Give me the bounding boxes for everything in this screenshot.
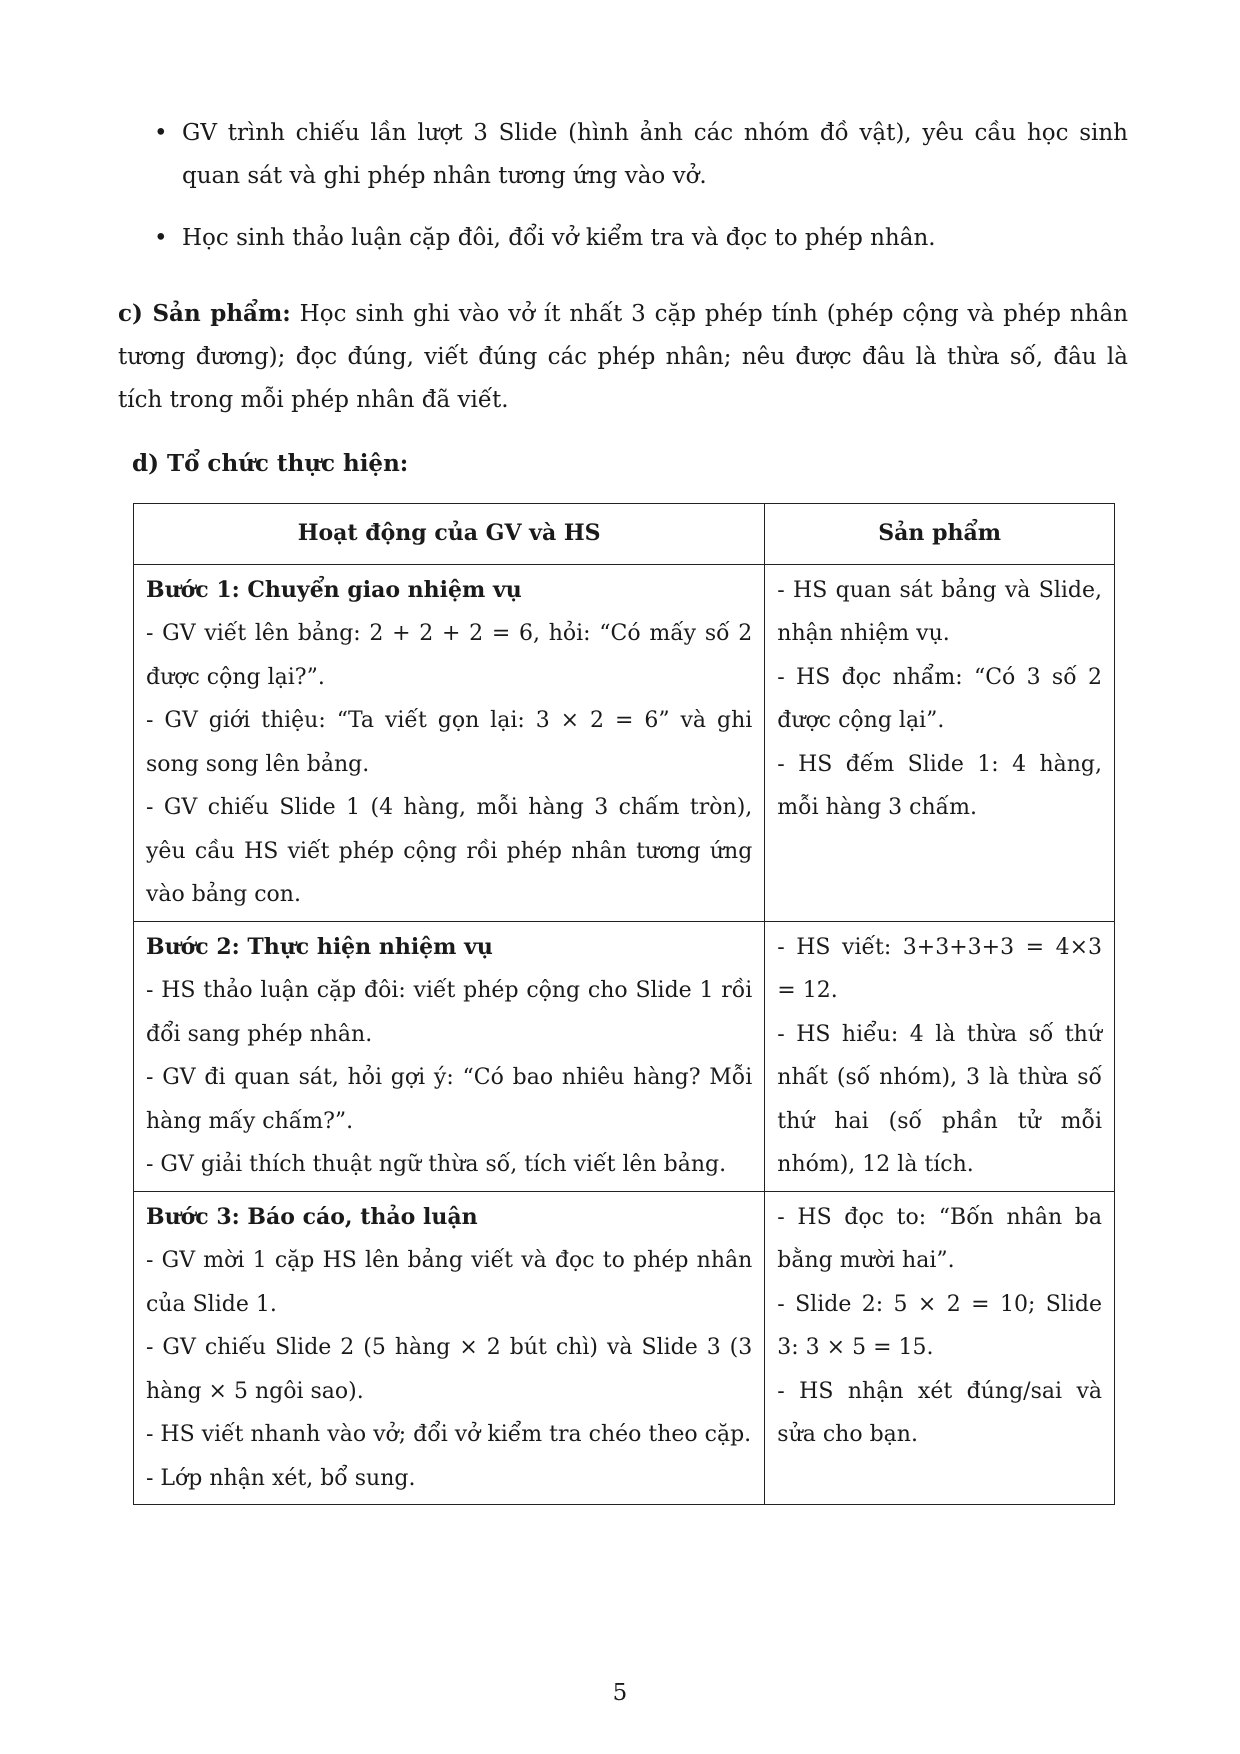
activity-line: - GV giải thích thuật ngữ thừa số, tích viết lên bảng.: [146, 1152, 727, 1177]
table-row: [134, 1191, 1115, 1505]
product-cell: [765, 921, 1115, 1191]
product-paragraph: [118, 292, 1128, 422]
page-number: 5: [612, 1680, 628, 1706]
product-line: - HS quan sát bảng và Slide, nhận nhiệm vụ.: [777, 577, 1102, 646]
bullet-item: [118, 112, 1128, 198]
activity-cell: [134, 564, 765, 921]
product-cell: [765, 564, 1115, 921]
bullet-dot-icon: •: [154, 120, 168, 146]
bullet-dot-icon: •: [154, 225, 168, 251]
header-product: Sản phẩm: [765, 504, 1115, 565]
product-line: - HS nhận xét đúng/sai và sửa cho bạn.: [777, 1378, 1102, 1447]
bullet-list: [118, 112, 1128, 279]
activity-cell: [134, 1191, 765, 1505]
product-line: - HS đọc nhẩm: “Có 3 số 2 được cộng lại”.: [777, 664, 1102, 733]
product-line: - Slide 2: 5 × 2 = 10; Slide 3: 3 × 5 = 15.: [777, 1291, 1102, 1360]
header-activity: Hoạt động của GV và HS: [134, 504, 765, 565]
activity-line: - GV chiếu Slide 1 (4 hàng, mỗi hàng 3 chấm tròn), yêu cầu HS viết phép cộng rồi phép nhân tương ứng vào bảng con.: [146, 795, 753, 907]
activity-line: - Lớp nhận xét, bổ sung.: [146, 1465, 416, 1491]
product-line: - HS hiểu: 4 là thừa số thứ nhất (số nhóm), 3 là thừa số thứ hai (số phần tử mỗi nhóm), 12 là tích.: [777, 1021, 1102, 1177]
product-line: - HS viết: 3+3+3+3 = 4×3 = 12.: [777, 934, 1102, 1003]
activity-line: - GV chiếu Slide 2 (5 hàng × 2 bút chì) và Slide 3 (3 hàng × 5 ngôi sao).: [146, 1335, 753, 1404]
organize-heading: d) Tổ chức thực hiện:: [132, 450, 409, 477]
table-row: [134, 564, 1115, 921]
step-title: Bước 2: Thực hiện nhiệm vụ: [146, 933, 493, 960]
product-label: c) Sản phẩm:: [118, 300, 291, 327]
product-text: Học sinh ghi vào vở ít nhất 3 cặp phép tính (phép cộng và phép nhân tương đương); đọc đúng, viết đúng các phép nhân; nêu được đâu là thừa số, đâu là tích trong mỗi phép nhân đã viết.: [118, 301, 1129, 413]
activity-line: - GV viết lên bảng: 2 + 2 + 2 = 6, hỏi: “Có mấy số 2 được cộng lại?”.: [146, 621, 753, 690]
bullet-text: GV trình chiếu lần lượt 3 Slide (hình ảnh các nhóm đồ vật), yêu cầu học sinh quan sát và ghi phép nhân tương ứng vào vở.: [182, 120, 1128, 189]
table-header-row: [134, 504, 1115, 565]
activity-table: [133, 503, 1115, 1505]
activity-line: - GV mời 1 cặp HS lên bảng viết và đọc to phép nhân của Slide 1.: [146, 1248, 753, 1317]
step-title: Bước 3: Báo cáo, thảo luận: [146, 1203, 478, 1230]
activity-line: - HS thảo luận cặp đôi: viết phép cộng cho Slide 1 rồi đổi sang phép nhân.: [146, 978, 753, 1047]
bullet-item: [118, 217, 1128, 260]
activity-line: - GV đi quan sát, hỏi gợi ý: “Có bao nhiêu hàng? Mỗi hàng mấy chấm?”.: [146, 1065, 753, 1134]
activity-line: - HS viết nhanh vào vở; đổi vở kiểm tra chéo theo cặp.: [146, 1422, 752, 1447]
product-line: - HS đếm Slide 1: 4 hàng, mỗi hàng 3 chấm.: [777, 751, 1102, 820]
activity-line: - GV giới thiệu: “Ta viết gọn lại: 3 × 2 = 6” và ghi song song lên bảng.: [146, 708, 753, 777]
bullet-text: Học sinh thảo luận cặp đôi, đổi vở kiểm tra và đọc to phép nhân.: [182, 225, 936, 251]
product-cell: [765, 1191, 1115, 1505]
table-row: [134, 921, 1115, 1191]
activity-cell: [134, 921, 765, 1191]
step-title: Bước 1: Chuyển giao nhiệm vụ: [146, 576, 522, 603]
product-line: - HS đọc to: “Bốn nhân ba bằng mười hai”.: [777, 1204, 1102, 1273]
